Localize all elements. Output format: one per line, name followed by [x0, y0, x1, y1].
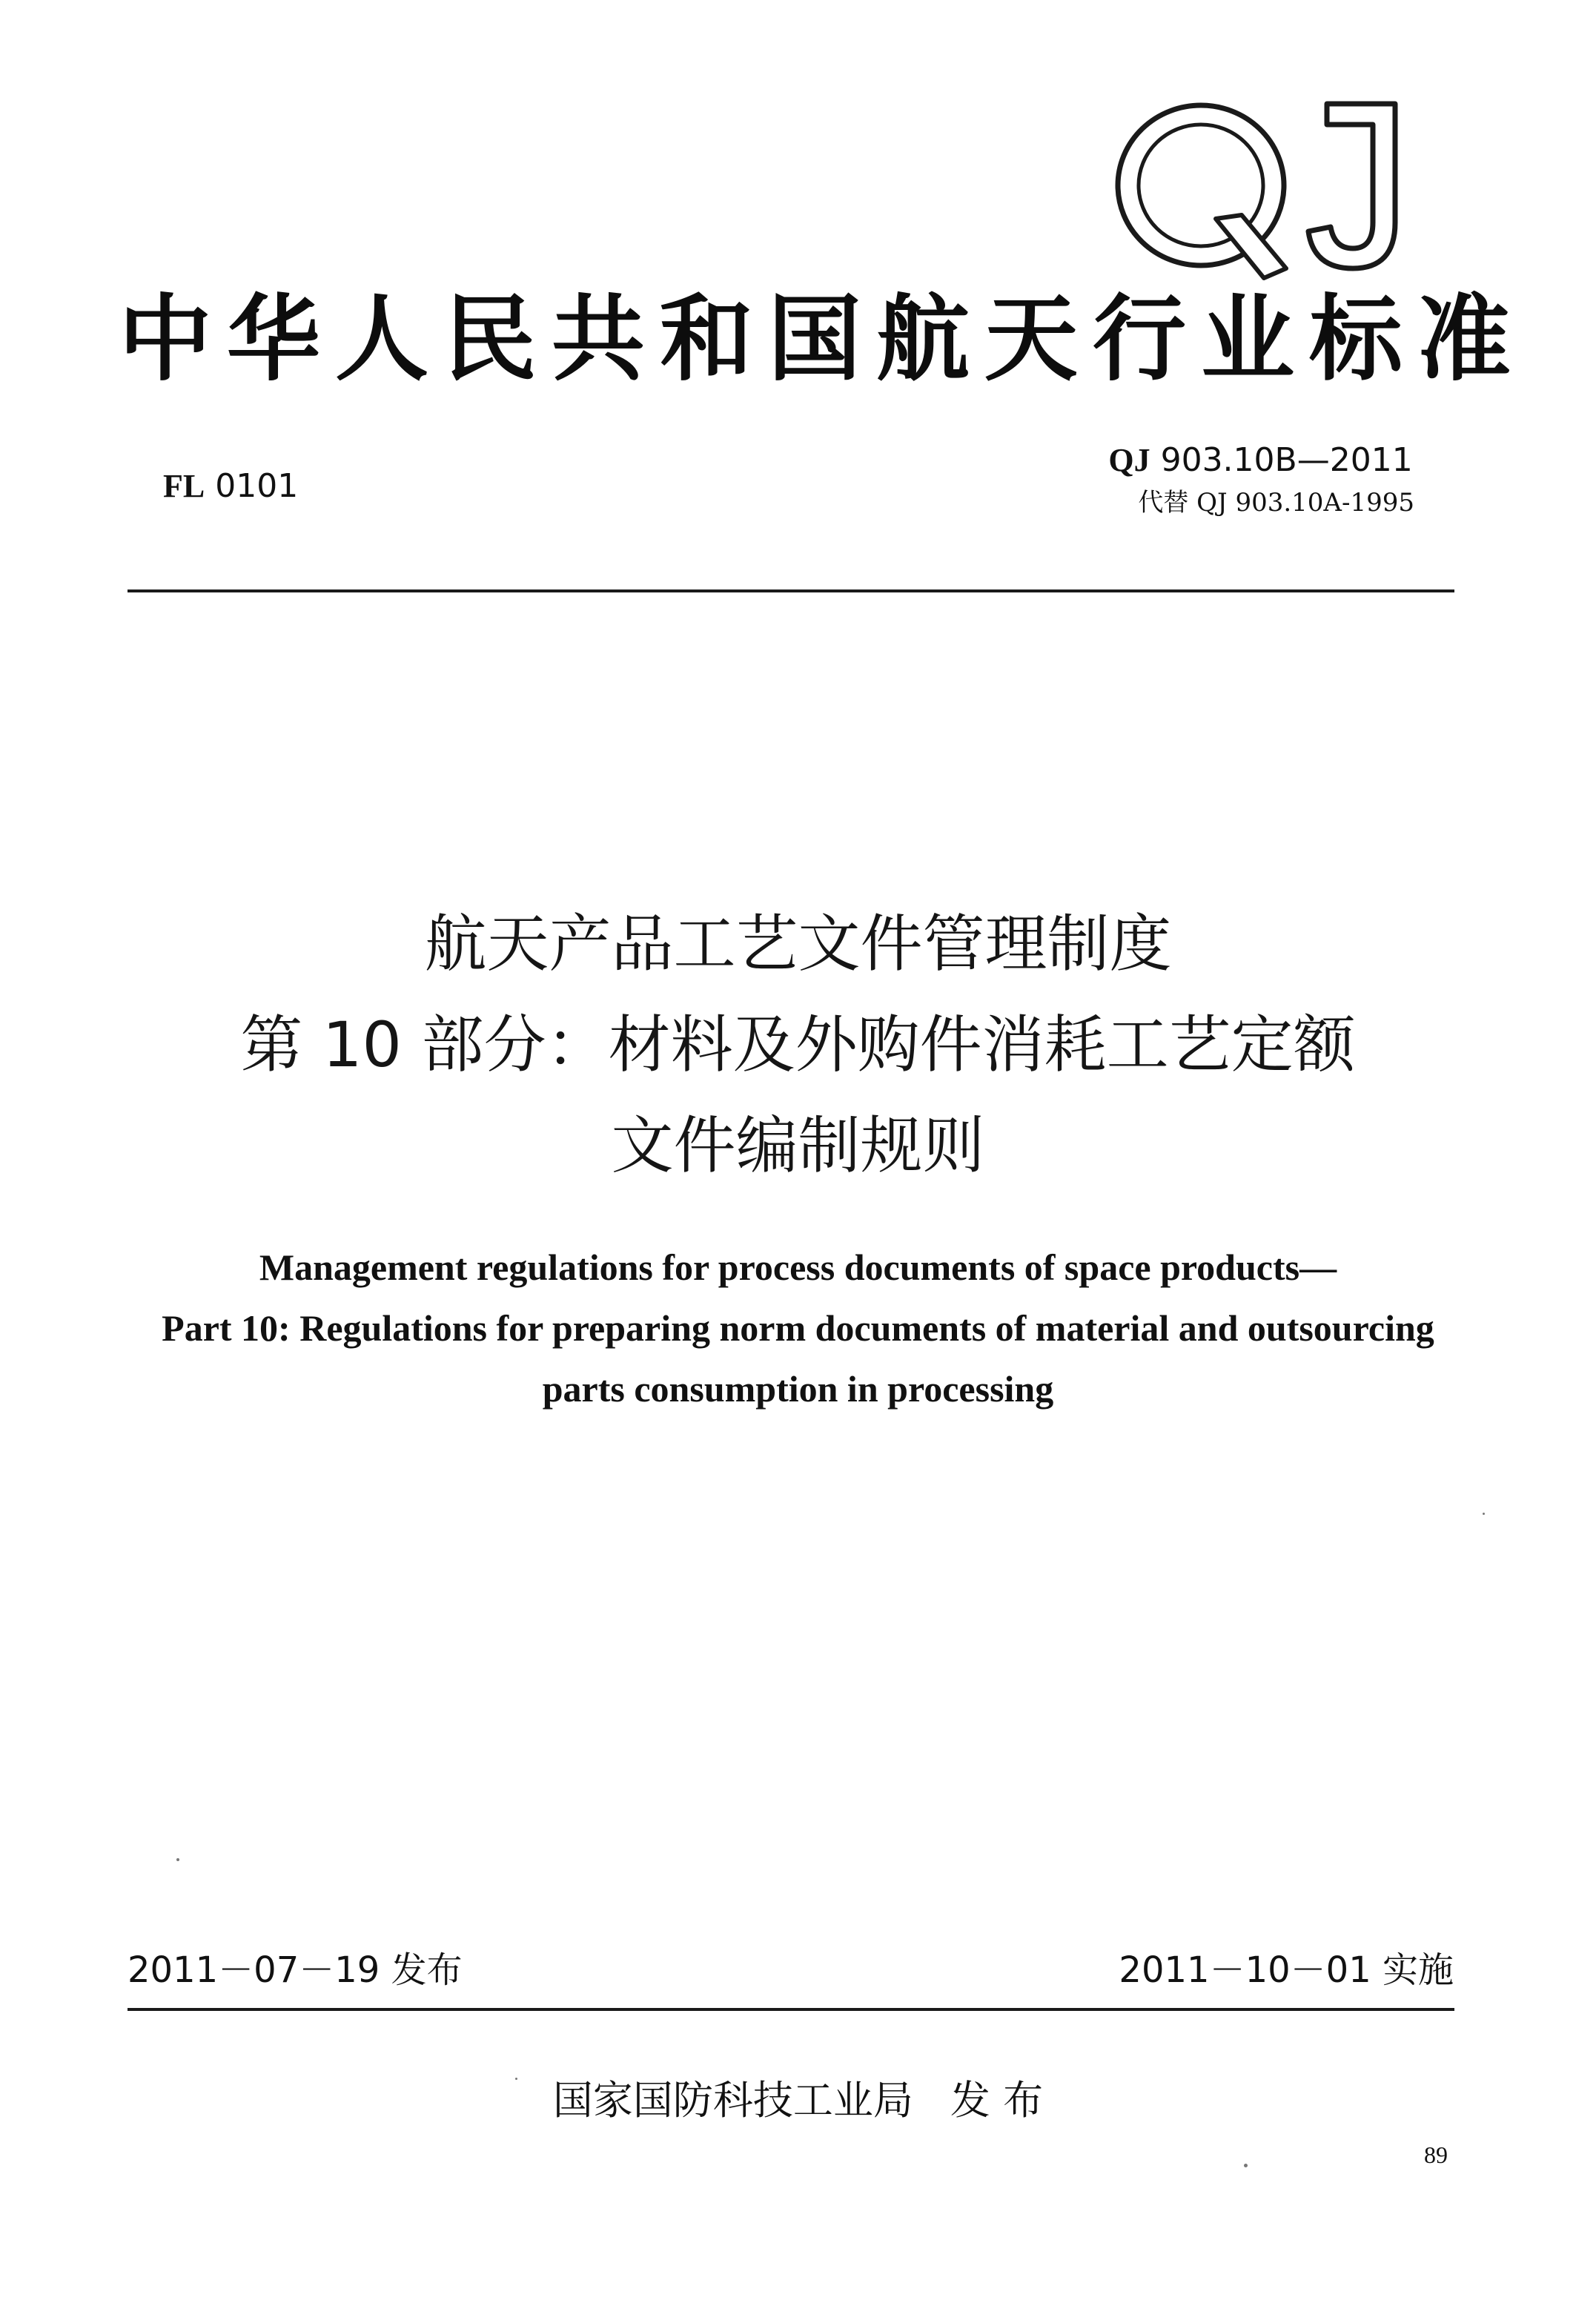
- scan-speck: [1483, 1513, 1485, 1515]
- replaces-standard: 代替 QJ 903.10A-1995: [1138, 487, 1414, 518]
- english-title: [0, 1237, 1596, 1419]
- standard-prefix: QJ: [1108, 442, 1150, 478]
- english-title-line-1: Management regulations for process documents of space products—: [259, 1246, 1337, 1288]
- english-title-line-2: Part 10: Regulations for preparing norm documents of material and outsourcing: [162, 1307, 1434, 1349]
- scan-speck: [176, 1858, 179, 1861]
- chinese-title: [0, 893, 1596, 1196]
- classification-code: [163, 467, 298, 505]
- publisher-name: 国家国防科技工业局: [552, 2077, 913, 2124]
- scan-speck: [515, 2078, 517, 2080]
- classification-number: 0101: [215, 467, 299, 505]
- bottom-divider: [128, 2008, 1454, 2011]
- page-number: 89: [1424, 2141, 1448, 2168]
- chinese-title-line-2: 第 10 部分：材料及外购件消耗工艺定额: [240, 1008, 1356, 1081]
- chinese-title-line-1: 航天产品工艺文件管理制度: [424, 908, 1172, 980]
- issue-date: 2011－07－19 发布: [128, 1949, 463, 1991]
- standard-number-value: 903.10B—2011: [1160, 441, 1413, 479]
- publisher-action: 发 布: [950, 2077, 1044, 2124]
- classification-prefix: FL: [163, 468, 205, 504]
- standard-number: [1108, 441, 1414, 480]
- english-title-line-3: parts consumption in processing: [542, 1368, 1054, 1410]
- chinese-title-line-3: 文件编制规则: [611, 1109, 985, 1182]
- scan-speck: [1244, 2164, 1248, 2167]
- qj-logo-graphic: [1105, 96, 1416, 289]
- effective-date: 2011－10－01 实施: [1119, 1949, 1454, 1991]
- top-divider: [128, 589, 1454, 592]
- qj-logo: [1105, 96, 1416, 289]
- publisher: [0, 2069, 1596, 2126]
- standard-block: [1108, 441, 1414, 518]
- header-title: 中华人民共和国航天行业标准: [119, 285, 1526, 394]
- qj-logo-text: QJ: [1105, 96, 1106, 97]
